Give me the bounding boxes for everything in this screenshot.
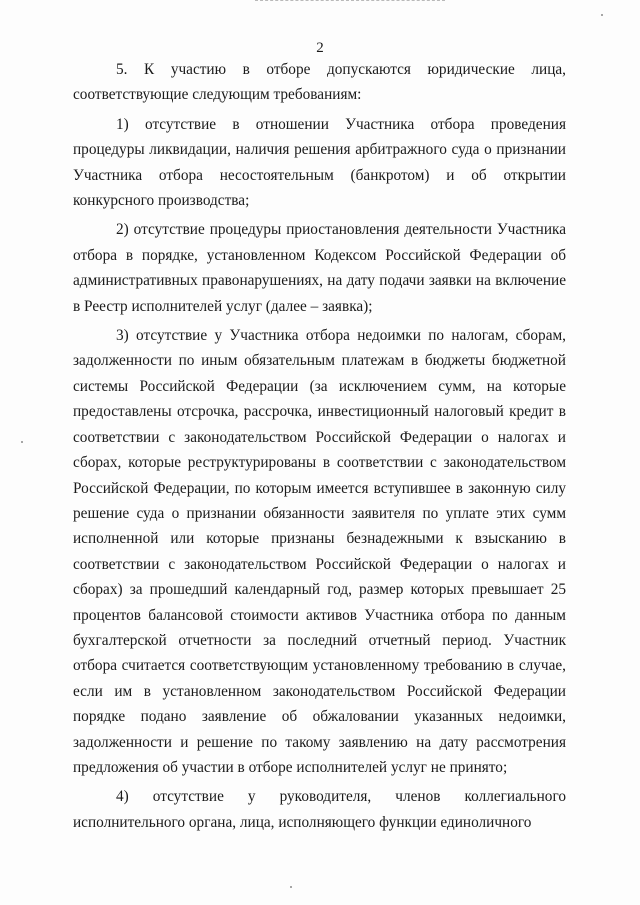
paragraph-requirement-2: 2) отсутствие процедуры приостановления деятельности Участника отбора в порядке, установленном Кодексом Российской Федерации об административных правонарушениях, на дату подачи заявки на включение в Реестр исполнителей услуг (далее – заявка); <box>73 221 566 315</box>
paragraph-requirement-1: 1) отсутствие в отношении Участника отбора проведения процедуры ликвидации, наличия решения арбитражного суда о признании Участника отбора несостоятельным (банкротом) и об открытии конкурсного производства; <box>73 115 566 210</box>
document-body <box>73 57 566 835</box>
scan-speck <box>21 441 23 443</box>
paragraph-5-intro: 5. К участию в отборе допускаются юридические лица, соответствующие следующим требованиям: <box>73 61 566 104</box>
scan-edge-line <box>255 0 445 3</box>
page-number: 2 <box>316 40 324 56</box>
scan-speck <box>290 886 292 888</box>
scan-speck <box>601 14 603 16</box>
paragraph-requirement-3: 3) отсутствие у Участника отбора недоимки по налогам, сборам, задолженности по иным обязательным платежам в бюджеты бюджетной системы Российской Федерации (за исключением сумм, на которые предоставлены отсрочка, рассрочка, инвестиционный налоговый кредит в соответствии с законодательством Российской Федерации о налогах и сборах, которые реструктурированы в соответствии с законодательством Российской Федерации, по которым имеется вступившее в законную силу решение суда о признании обязанности заявителя по уплате этих сумм исполненной или которые признаны безнадежными к взысканию в соответствии с законодательством Российской Федерации о налогах и сборах) за прошедший календарный год, размер которых превышает 25 процентов балансовой стоимости активов Участника отбора по данным бухгалтерской отчетности за последний отчетный период. Участник отбора считается соответствующим установленному требованию в случае, если им в установленном законодательством Российской Федерации порядке подано заявление об обжаловании указанных недоимки, задолженности и решение по такому заявлению на дату рассмотрения предложения об участии в отборе исполнителей услуг не принято; <box>73 327 566 776</box>
paragraph-requirement-4: 4) отсутствие у руководителя, членов коллегиального исполнительного органа, лица, исполняющего функции единоличного <box>73 788 566 831</box>
